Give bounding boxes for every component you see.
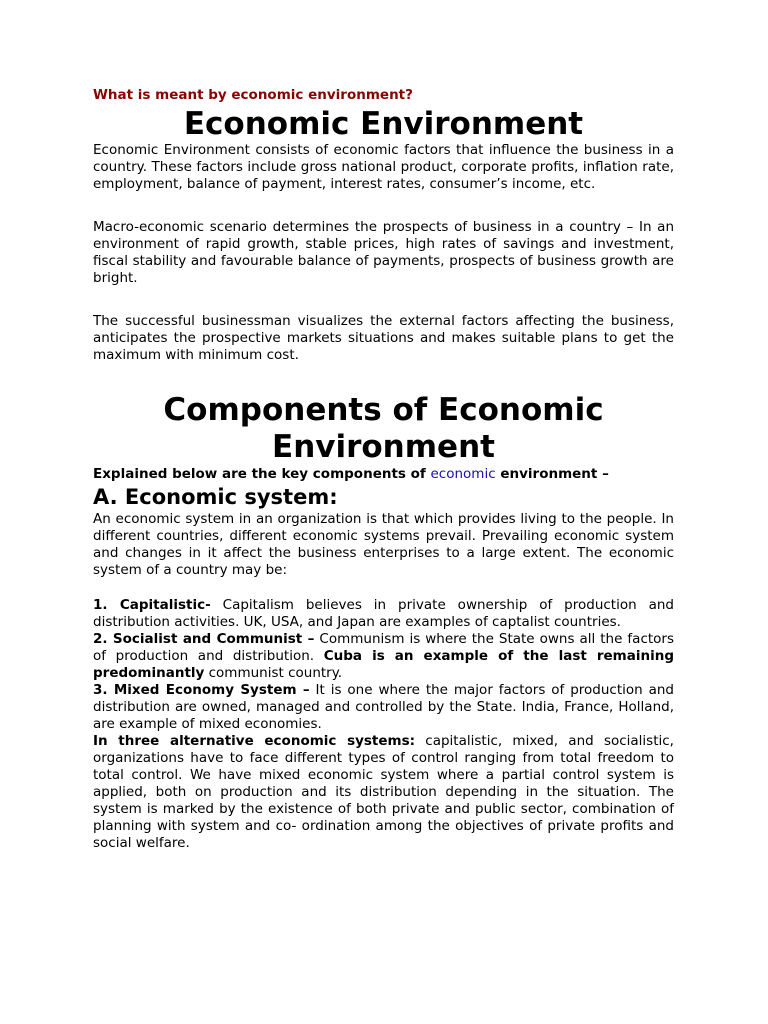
question-heading: What is meant by economic environment? [93, 87, 413, 103]
document-page [93, 86, 674, 852]
section-a-heading: A. Economic system: [93, 485, 338, 509]
list-item-text: Capitalism believes in private ownership of production and distribution activities. UK, USA, and Japan are examples of captalist countries. [93, 597, 674, 630]
list-item-text: Communism is where the State owns all the factors of production and distribution. [93, 631, 675, 664]
components-heading-line-1: Components of Economic [163, 392, 604, 428]
page-title: Economic Environment [183, 106, 584, 142]
list-item-capitalistic [93, 597, 674, 631]
intro-paragraph-1: Economic Environment consists of economic factors that influence the business in a country. These factors include gross national product, corporate profits, inflation rate, employment, balance of payment, interest rates, consumer’s income, etc. [93, 142, 674, 192]
closing-label: In three alternative economic systems: [93, 733, 416, 749]
closing-text: capitalistic, mixed, and socialistic, organizations have to face different types of control ranging from total freedom to total control. We have mixed economic system where a partial control system is applied, both on production and its distribution depending in the situation. The system is marked by the existence of both private and public sector, combination of planning with system and co- ordination among the objectives of private profits and social welfare. [93, 733, 674, 851]
explained-lead: Explained below are the key components of [93, 466, 426, 482]
closing-paragraph [93, 733, 674, 852]
explained-line [93, 466, 674, 483]
list-item-text: It is one where the major factors of production and distribution are owned, managed and controlled by the State. India, France, Holland, are example of mixed economies. [93, 682, 674, 732]
list-item-bold-text: Cuba is an example of the last remaining predominantly [93, 648, 674, 681]
list-item-label: 1. Capitalistic- [93, 597, 211, 613]
economic-link[interactable]: economic [430, 466, 496, 482]
list-item-label: 3. Mixed Economy System – [93, 682, 310, 698]
list-item-tail: communist country. [204, 665, 343, 681]
components-heading-line-2: Environment [272, 429, 495, 465]
section-a-paragraph: An economic system in an organization is that which provides living to the people. In different countries, different economic systems prevail. Prevailing economic system and changes in it affect the business enterprises to a large extent. The economic system of a country may be: [93, 511, 674, 578]
components-heading [93, 392, 674, 466]
intro-paragraph-2: Macro-economic scenario determines the prospects of business in a country – In an environment of rapid growth, stable prices, high rates of savings and investment, fiscal stability and favourable balance of payments, prospects of business growth are bright. [93, 219, 674, 286]
list-item-mixed [93, 682, 674, 733]
list-item-socialist [93, 631, 674, 682]
explained-tail: environment – [500, 466, 609, 482]
intro-paragraph-3: The successful businessman visualizes the external factors affecting the business, anticipates the prospective markets situations and makes suitable plans to get the maximum with minimum cost. [93, 313, 674, 363]
list-item-label: 2. Socialist and Communist – [93, 631, 315, 647]
